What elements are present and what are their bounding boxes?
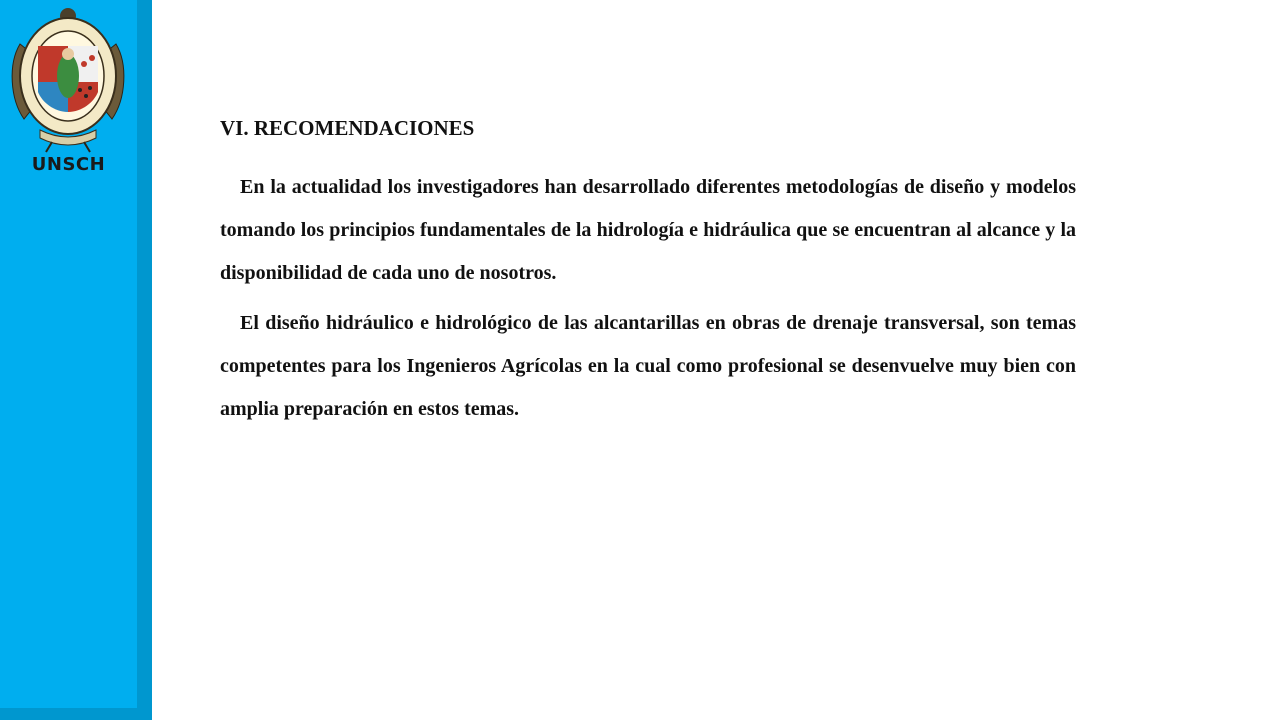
paragraph-1: En la actualidad los investigadores han desarrollado diferentes metodologías de diseño y modelos tomando los principios fundamentales de la hidrología e hidráulica que se encuentran al alcance y la disponibilidad de cada uno de nosotros.: [220, 176, 1076, 284]
university-crest-icon: [6, 4, 130, 154]
section-title: VI. RECOMENDACIONES: [220, 116, 475, 140]
paragraph-2: El diseño hidráulico e hidrológico de las alcantarillas en obras de drenaje transversal, son temas competentes para los Ingenieros Agrícolas en la cual como profesional se desenvuelve muy bien con amplia preparación en estos temas.: [220, 312, 1076, 420]
org-label: UNSCH: [31, 154, 106, 175]
slide-content: [220, 112, 1076, 438]
sidebar: [0, 0, 152, 720]
sidebar-panel: [0, 0, 137, 708]
